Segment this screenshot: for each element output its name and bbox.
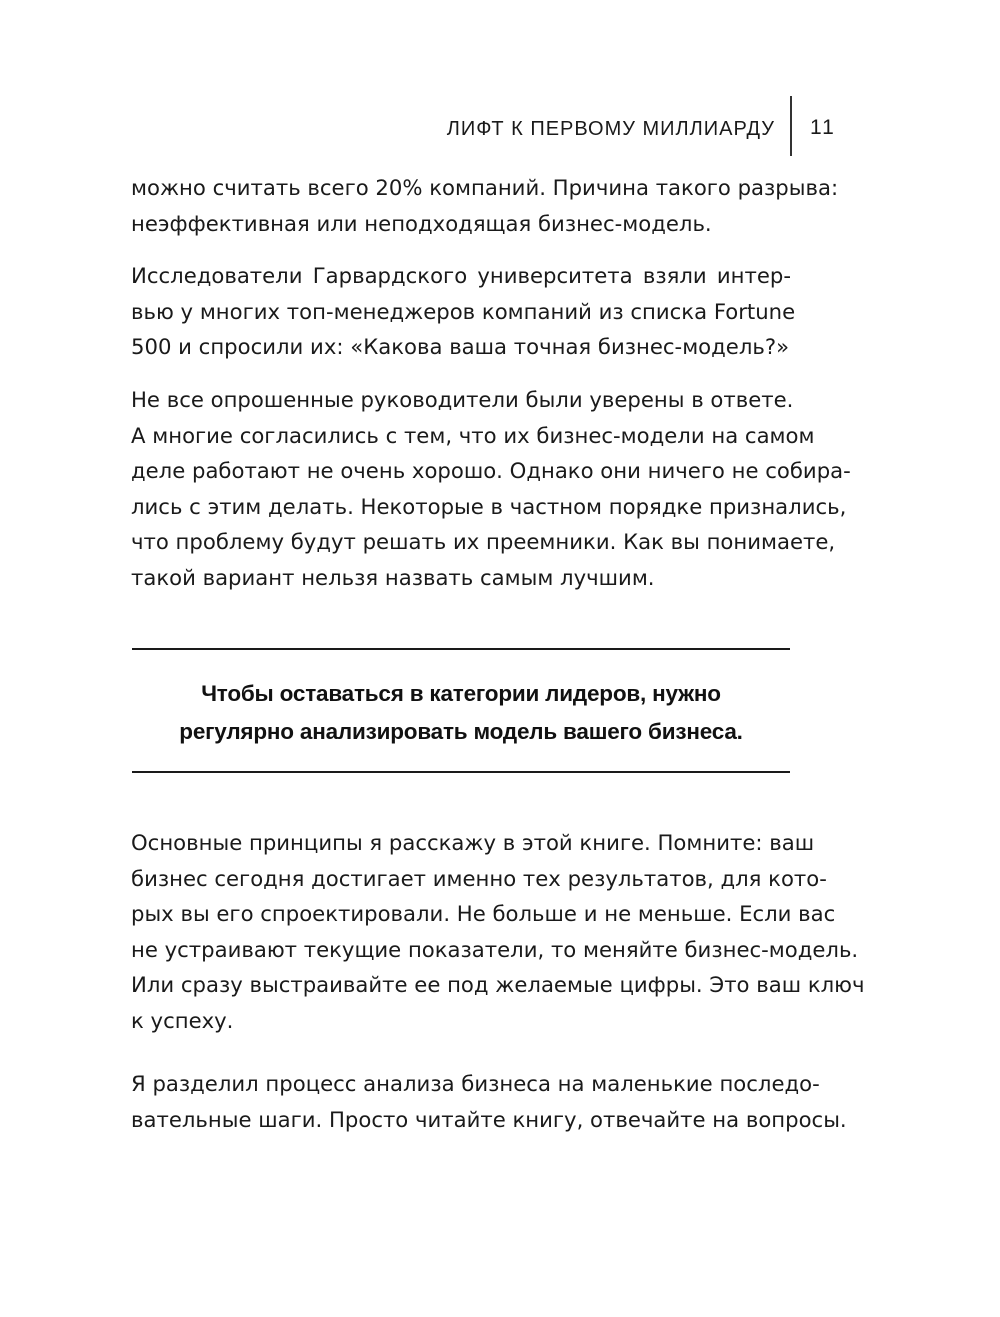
text-line: Или сразу выстраивайте ее под желаемые цифры. Это ваш ключ [131,972,865,997]
text-line: Я разделил процесс анализа бизнеса на маленькие последо- [131,1071,820,1096]
paragraph-3 [131,382,851,595]
quote-rule-top [132,648,790,650]
text-line: что проблему будут решать их преемники. Как вы понимаете, [131,529,836,554]
header-divider [790,96,792,156]
pull-quote [132,675,790,751]
paragraph-4 [131,825,865,1038]
paragraph-2 [131,258,796,365]
text-line: вательные шаги. Просто читайте книгу, отвечайте на вопросы. [131,1106,847,1132]
text-line: Исследователи Гарвардского университета взяли интер- [131,263,791,288]
text-line: не устраивают текущие показатели, то меняйте бизнес-модель. [131,936,859,962]
text-line: рых вы его спроектировали. Не больше и не меньше. Если вас [131,901,836,926]
quote-rule-bottom [132,771,790,773]
text-line: лись с этим делать. Некоторые в частном порядке признались, [131,493,847,519]
text-line: А многие согласились с тем, что их бизнес-модели на самом [131,422,815,448]
text-line: Основные принципы я расскажу в этой книге. Помните: ваш [131,830,815,855]
text-line: деле работают не очень хорошо. Однако они ничего не собира- [131,458,851,483]
paragraph-5 [131,1066,847,1137]
text-line: Не все опрошенные руководители были уверены в ответе. [131,387,794,412]
text-line: вью у многих топ-менеджеров компаний из списка Fortune [131,298,796,324]
running-header [446,96,840,156]
page-number: 11 [810,116,836,139]
text-line: 500 и спросили их: «Какова ваша точная бизнес-модель?» [131,334,790,359]
text-line: бизнес сегодня достигает именно тех результатов, для кото- [131,865,827,891]
text-line: такой вариант нельзя назвать самым лучшим. [131,564,655,590]
pull-quote-line: регулярно анализировать модель вашего бизнеса. [179,719,743,744]
running-title: ЛИФТ К ПЕРВОМУ МИЛЛИАРДУ [446,118,775,140]
pull-quote-line: Чтобы оставаться в категории лидеров, нужно [201,681,721,706]
paragraph-1 [131,170,839,241]
text-line: неэффективная или неподходящая бизнес-модель. [131,210,712,236]
text-line: можно считать всего 20% компаний. Причина такого разрыва: [131,175,839,200]
text-line: к успеху. [131,1007,234,1033]
